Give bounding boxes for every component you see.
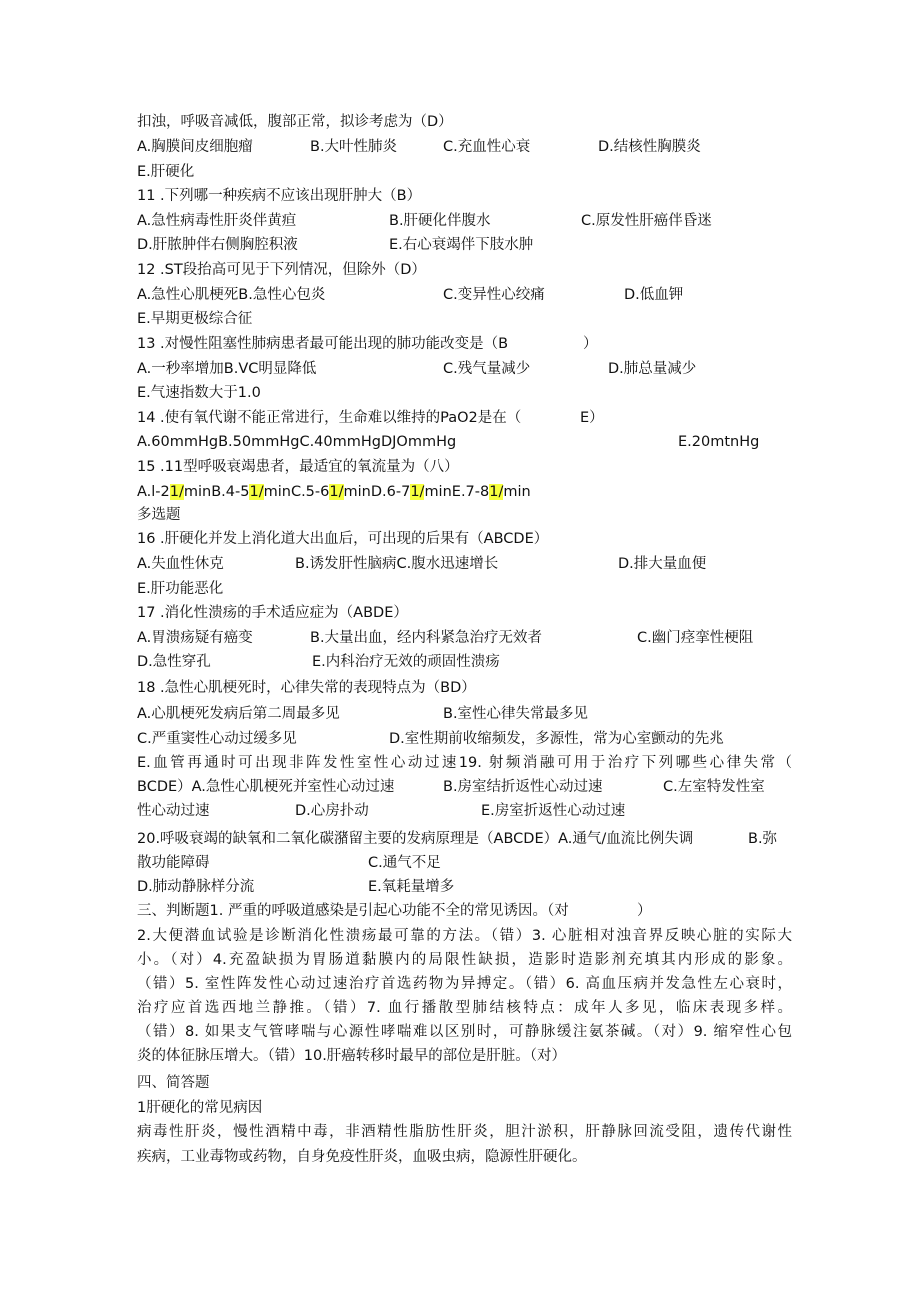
question-15: 15 .11型呼吸衰竭患者，最适宜的氧流量为（八） — [137, 459, 459, 475]
text-line: E.血管再通时可出现非阵发性室性心动过速19. 射频消融可用于治疗下列哪些心律失常（ — [137, 755, 792, 771]
highlight-mark: 1/ — [249, 484, 264, 500]
section-heading: 三、判断题1. 严重的呼吸道感染是引起心功能不全的常见诱因。（对 — [137, 903, 569, 919]
question-18: 18 .急性心肌梗死时，心律失常的表现特点为（BD） — [137, 680, 476, 696]
q15-options — [137, 480, 792, 504]
q18-options-2 — [137, 727, 792, 751]
option-c: C.充血性心衰 — [443, 139, 531, 155]
option-d: D.急性穿孔 — [137, 654, 211, 670]
q20-options — [137, 851, 792, 875]
q10-options — [137, 135, 792, 159]
question-16: 16 .肝硬化并发上消化道大出血后，可出现的后果有（ABCDE） — [137, 531, 549, 547]
options-a-d: A.60mmHgB.50mmHgC.40mmHgDJOmmHg — [137, 434, 457, 450]
closing-paren: ） — [583, 336, 598, 352]
closing-paren: ） — [637, 903, 652, 919]
text-line: 2.大便潜血试验是诊断消化性溃疡最可靠的方法。（错）3. 心脏相对浊音界反映心脏的实际大 — [137, 928, 792, 944]
option-a: A.失血性休克 — [137, 556, 224, 572]
text-line: 扣浊，呼吸音减低，腹部正常，拟诊考虑为（D） — [137, 114, 453, 130]
option-d: D.心房扑动 — [295, 803, 369, 819]
question-heading: 1肝硬化的常见病因 — [137, 1100, 263, 1116]
option-b-cont: 散功能障碍 — [137, 855, 210, 871]
option-c: C.通气不足 — [368, 855, 441, 871]
question-14 — [137, 406, 792, 430]
option-a: A.心肌梗死发病后第二周最多见 — [137, 706, 340, 722]
q18-options — [137, 702, 792, 726]
text-line: 治疗应首选西地兰静推。（错）7. 血行播散型肺结核特点：成年人多见，临床表现多样。 — [137, 1000, 792, 1016]
q16-options — [137, 552, 792, 576]
option-d: D.肺动静脉样分流 — [137, 879, 255, 895]
option-b: B.大量出血，经内科紧急治疗无效者 — [310, 630, 543, 646]
option-c: C.左室特发性室 — [663, 779, 765, 795]
answer-text: 病毒性肝炎，慢性酒精中毒，非酒精性脂肪性肝炎，胆汁淤积，肝静脉回流受阻，遗传代谢性 — [137, 1124, 792, 1140]
highlight-mark: 1/ — [169, 484, 184, 500]
option-e: E.20mtnHg — [678, 434, 760, 450]
q17-options — [137, 626, 792, 650]
option-text: minD.6-7 — [343, 484, 411, 500]
q11-options — [137, 209, 792, 233]
question-text: 13 .对慢性阻塞性肺病患者最可能出现的肺功能改变是（B — [137, 336, 509, 352]
question-13 — [137, 332, 792, 356]
q19-options — [137, 775, 792, 799]
text-line: 小。（对）4.充盈缺损为胃肠道黏膜内的局限性缺损，造影时造影剂充填其内形成的影象。 — [137, 952, 792, 968]
question-12: 12 .ST段抬高可见于下列情况，但除外（D） — [137, 262, 426, 278]
section-heading: 多选题 — [137, 507, 181, 523]
option-d: D.低血钾 — [624, 287, 684, 303]
option-e: E.内科治疗无效的顽固性溃疡 — [312, 654, 500, 670]
q14-options — [137, 430, 792, 454]
section-heading: 四、简答题 — [137, 1075, 210, 1091]
q12-options — [137, 283, 792, 307]
option-d: D.排大量血便 — [618, 556, 707, 572]
option-text: minB.4-5 — [183, 484, 250, 500]
question-20 — [137, 827, 792, 851]
question-text: 20.呼吸衰竭的缺氧和二氧化碳潴留主要的发病原理是（ABCDE）A.通气/血流比例失调 — [137, 831, 694, 847]
option-bc: B.诱发肝性脑病C.腹水迅速增长 — [295, 556, 499, 572]
option-ab: A.一秒率增加B.VC明显降低 — [137, 361, 317, 377]
option-c: C.残气量减少 — [443, 361, 531, 377]
option-b: B.房室结折返性心动过速 — [443, 779, 603, 795]
option-d: D.肝脓肿伴右侧胸腔积液 — [137, 237, 298, 253]
option-text: minC.5-6 — [263, 484, 330, 500]
option-a: A.胸膜间皮细胞瘤 — [137, 139, 253, 155]
text-line: （错）5. 室性阵发性心动过速治疗首选药物为异搏定。（错）6. 高血压病并发急性左心衰时， — [137, 976, 792, 992]
option-text: min — [503, 484, 531, 500]
highlight-mark: 1/ — [329, 484, 344, 500]
q19-options-2 — [137, 799, 792, 823]
option-c: C.幽门痉挛性梗阻 — [637, 630, 754, 646]
option-c: C.严重窦性心动过缓多见 — [137, 731, 297, 747]
option-c: C.原发性肝癌伴昏迷 — [581, 213, 712, 229]
option-a: BCDE）A.急性心肌梗死并室性心动过速 — [137, 779, 395, 795]
option-e: E.肝硬化 — [137, 164, 195, 180]
option-e: E.氧耗量增多 — [368, 879, 455, 895]
q13-options — [137, 357, 792, 381]
option-e: E.房室折返性心动过速 — [481, 803, 626, 819]
question-17: 17 .消化性溃疡的手术适应症为（ABDE） — [137, 605, 408, 621]
answer: E） — [580, 410, 604, 426]
option-a: A.胃溃疡疑有癌变 — [137, 630, 253, 646]
text-line: （错）8. 如果支气管哮喘与心源性哮喘难以区别时，可静脉缓注氨茶碱。（对）9. 缩窄性心包 — [137, 1024, 792, 1040]
option-e: E.早期更极综合征 — [137, 311, 253, 327]
judgement-section — [137, 899, 792, 923]
option-d: D.肺总量减少 — [608, 361, 697, 377]
answer-text: 疾病，工业毒物或药物，自身免疫性肝炎，血吸虫病，隐源性肝硬化。 — [137, 1149, 587, 1165]
highlight-mark: 1/ — [410, 484, 425, 500]
q11-options-2 — [137, 233, 792, 257]
question-11: 11 .下列哪一种疾病不应该出现肝肿大（B） — [137, 188, 422, 204]
option-b: B.弥 — [748, 831, 778, 847]
question-text: 14 .使有氧代谢不能正常进行，生命难以维持的PaO2是在（ — [137, 410, 522, 426]
q17-options-2 — [137, 650, 792, 674]
option-b: B.肝硬化伴腹水 — [389, 213, 491, 229]
option-b: B.室性心律失常最多见 — [443, 706, 589, 722]
option-b: B.大叶性肺炎 — [310, 139, 398, 155]
option-text: A.l-2 — [137, 484, 170, 500]
option-d: D.结核性胸膜炎 — [598, 139, 701, 155]
text-line: 炎的体征脉压增大。（错）10.肝癌转移时最早的部位是肝脏。（对） — [137, 1048, 567, 1064]
option-c-cont: 性心动过速 — [137, 803, 210, 819]
option-ab: A.急性心肌梗死B.急性心包炎 — [137, 287, 326, 303]
q20-options-2 — [137, 875, 792, 899]
option-e: E.右心衰竭伴下肢水肿 — [389, 237, 534, 253]
option-e: E.肝功能恶化 — [137, 581, 224, 597]
option-a: A.急性病毒性肝炎伴黄疸 — [137, 213, 297, 229]
option-d: D.室性期前收缩频发，多源性，常为心室颤动的先兆 — [389, 731, 724, 747]
option-text: minE.7-8 — [424, 484, 490, 500]
highlight-mark: 1/ — [489, 484, 504, 500]
option-e: E.气速指数大于1.0 — [137, 385, 261, 401]
option-c: C.变异性心绞痛 — [443, 287, 545, 303]
